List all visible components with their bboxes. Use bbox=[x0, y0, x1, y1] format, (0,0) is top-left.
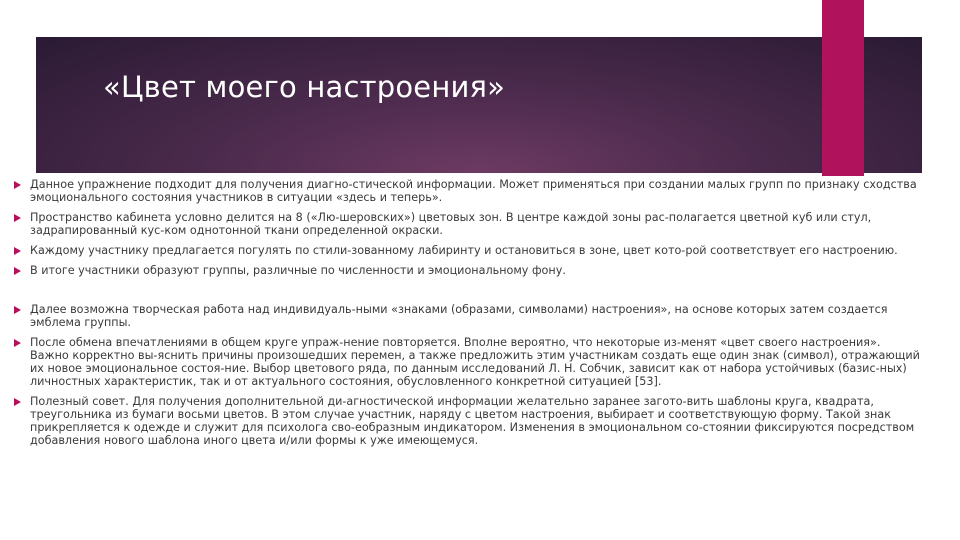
paragraph bbox=[30, 336, 920, 388]
triangle-bullet-icon bbox=[14, 267, 21, 275]
slide-title: «Цвет моего настроения» bbox=[103, 70, 506, 104]
paragraph-text: После обмена впечатлениями в общем круге упраж-нение повторяется. Вполне вероятно, что некоторые из-менят «цвет своего настроения». Важно корректно вы-яснить причины произошедших перемен, а также предложить этим участникам создать еще один знак (символ), отражающий их новое эмоциональное состоя-ние. Выбор цветового ряда, по данным исследований Л. Н. Собчик, зависит как от набора устойчивых (базис-ных) личностных характеристик, так и от актуального состояния, обусловленного конкретной ситуацией [53]. bbox=[30, 336, 920, 388]
accent-bar bbox=[822, 0, 864, 176]
paragraph-text: Каждому участнику предлагается погулять по стили-зованному лабиринту и остановиться в зоне, цвет кото-рой соответствует его настроению. bbox=[30, 244, 898, 257]
title-banner bbox=[36, 37, 922, 173]
slide-content bbox=[30, 178, 920, 447]
paragraph-text: В итоге участники образуют группы, различные по численности и эмоциональному фону. bbox=[30, 264, 566, 277]
triangle-bullet-icon bbox=[14, 181, 21, 189]
paragraph bbox=[30, 244, 920, 257]
paragraph-text: Полезный совет. Для получения дополнительной ди-агностической информации желательно заранее загото-вить шаблоны круга, квадрата, треугольника из бумаги восьми цветов. В этом случае участник, наряду с цветом настроения, выбирает и соответствующую форму. Такой знак прикрепляется к одежде и служит для психолога сво-еобразным индикатором. Изменения в эмоциональном со-стоянии фиксируются посредством добавления нового шаблона иного цвета и/или формы к уже имеющемуся. bbox=[30, 395, 915, 447]
paragraph bbox=[30, 395, 920, 447]
paragraph bbox=[30, 303, 920, 329]
paragraph bbox=[30, 211, 920, 237]
triangle-bullet-icon bbox=[14, 339, 21, 347]
triangle-bullet-icon bbox=[14, 214, 21, 222]
paragraph bbox=[30, 264, 920, 277]
triangle-bullet-icon bbox=[14, 306, 21, 314]
triangle-bullet-icon bbox=[14, 247, 21, 255]
triangle-bullet-icon bbox=[14, 398, 21, 406]
paragraph-text: Далее возможна творческая работа над индивидуаль-ными «знаками (образами, символами) настроения», на основе которых затем создается эмблема группы. bbox=[30, 303, 888, 329]
paragraph bbox=[30, 178, 920, 204]
paragraph-text: Пространство кабинета условно делится на 8 («Лю-шеровских») цветовых зон. В центре каждой зоны рас-полагается цветной куб или стул, задрапированный кус-ком однотонной ткани определенной окраски. bbox=[30, 211, 872, 237]
paragraph-text: Данное упражнение подходит для получения диагно-стической информации. Может применяться при создании малых групп по признаку сходства эмоционального состояния участников в ситуации «здесь и теперь». bbox=[30, 178, 917, 204]
